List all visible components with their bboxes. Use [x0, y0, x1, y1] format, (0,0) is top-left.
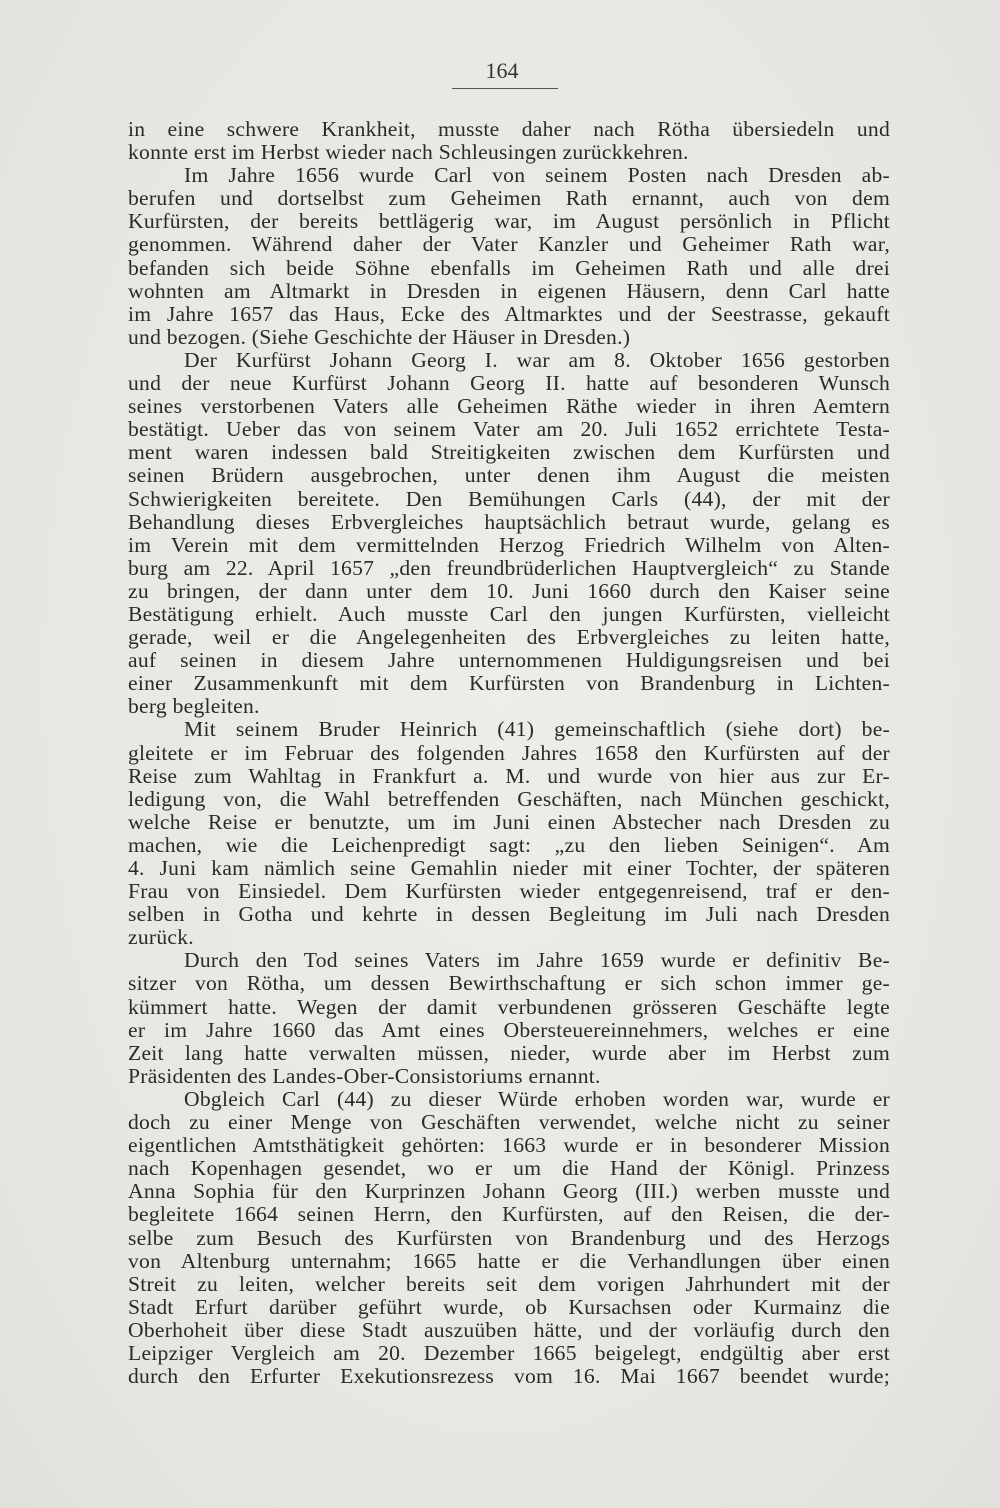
- text-line: seines verstorbenen Vaters alle Geheimen Räthe wieder in ihren Aemtern: [128, 394, 890, 419]
- text-line: einer Zusammenkunft mit dem Kurfürsten von Brandenburg in Lichten-: [128, 671, 890, 696]
- text-line: berufen und dortselbst zum Geheimen Rath ernannt, auch von dem: [128, 186, 890, 211]
- text-line: er im Jahre 1660 das Amt eines Obersteuereinnehmers, welches er eine: [128, 1017, 890, 1042]
- text-line: eigentlichen Amtsthätigkeit gehörten: 1663 wurde er in besonderer Mission: [128, 1133, 890, 1158]
- text-line: nach Kopenhagen gesendet, wo er um die Hand der Königl. Prinzess: [128, 1156, 890, 1181]
- text-line: gerade, weil er die Angelegenheiten des Erbvergleiches zu leiten hatte,: [128, 625, 890, 650]
- text-line: selben in Gotha und kehrte in dessen Begleitung im Juli nach Dresden: [128, 902, 890, 927]
- text-line: burg am 22. April 1657 „den freundbrüderlichen Hauptvergleich“ zu Stande: [128, 555, 890, 580]
- text-line: seinen Brüdern ausgebrochen, unter denen ihm August die meisten: [128, 463, 890, 488]
- text-line: Streit zu leiten, welcher bereits seit dem vorigen Jahrhundert mit der: [128, 1271, 890, 1296]
- text-line: Reise zum Wahltag in Frankfurt a. M. und wurde von hier aus zur Er-: [128, 763, 890, 788]
- text-line: bestätigt. Ueber das von seinem Vater am 20. Juli 1652 errichtete Testa-: [128, 417, 890, 442]
- body-text: [128, 118, 890, 1388]
- text-line: Obgleich Carl (44) zu dieser Würde erhoben worden war, wurde er: [184, 1086, 890, 1111]
- text-line: befanden sich beide Söhne ebenfalls im Geheimen Rath und alle drei: [128, 255, 890, 280]
- text-line: Der Kurfürst Johann Georg I. war am 8. Oktober 1656 gestorben: [184, 347, 890, 372]
- text-line: Behandlung dieses Erbvergleiches hauptsächlich betraut wurde, gelang es: [128, 509, 890, 534]
- text-line: Präsidenten des Landes-Ober-Consistoriums ernannt.: [128, 1063, 601, 1088]
- text-line: in eine schwere Krankheit, musste daher nach Rötha übersiedeln und: [128, 117, 890, 141]
- text-line: Stadt Erfurt darüber geführt wurde, ob Kursachsen oder Kurmainz die: [128, 1294, 890, 1319]
- text-line: ment waren indessen bald Streitigkeiten zwischen dem Kurfürsten und: [128, 440, 890, 465]
- text-line: wohnten am Altmarkt in Dresden in eigenen Häusern, denn Carl hatte: [128, 278, 890, 303]
- text-line: im Verein mit dem vermittelnden Herzog Friedrich Wilhelm von Alten-: [128, 532, 890, 557]
- text-line: genommen. Während daher der Vater Kanzler und Geheimer Rath war,: [128, 232, 890, 257]
- text-line: und bezogen. (Siehe Geschichte der Häuser in Dresden.): [128, 324, 631, 349]
- text-line: gleitete er im Februar des folgenden Jahres 1658 den Kurfürsten auf der: [128, 740, 890, 765]
- text-line: Leipziger Vergleich am 20. Dezember 1665 beigelegt, endgültig aber erst: [128, 1340, 890, 1365]
- text-line: machen, wie die Leichenpredigt sagt: „zu den lieben Seinigen“. Am: [128, 832, 890, 857]
- text-line: Mit seinem Bruder Heinrich (41) gemeinschaftlich (siehe dort) be-: [184, 717, 890, 742]
- text-line: durch den Erfurter Exekutionsrezess vom 16. Mai 1667 beendet wurde;: [128, 1364, 890, 1389]
- text-line: Durch den Tod seines Vaters im Jahre 1659 wurde er definitiv Be-: [184, 948, 890, 973]
- text-line: von Altenburg unternahm; 1665 hatte er die Verhandlungen über einen: [128, 1248, 890, 1273]
- text-line: auf seinen in diesem Jahre unternommenen Huldigungsreisen und bei: [128, 648, 890, 673]
- text-line: Zeit lang hatte verwalten müssen, nieder, wurde aber im Herbst zum: [128, 1040, 890, 1065]
- text-line: zurück.: [128, 925, 194, 950]
- page-number-rule: [452, 88, 558, 89]
- text-line: im Jahre 1657 das Haus, Ecke des Altmarktes und der Seestrasse, gekauft: [128, 301, 890, 326]
- text-line: konnte erst im Herbst wieder nach Schleusingen zurückkehren.: [128, 140, 689, 165]
- text-line: und der neue Kurfürst Johann Georg II. hatte auf besonderen Wunsch: [128, 371, 890, 396]
- text-line: ledigung von, die Wahl betreffenden Geschäften, nach München geschickt,: [128, 786, 890, 811]
- text-line: Schwierigkeiten bereitete. Den Bemühungen Carls (44), der mit der: [128, 486, 890, 511]
- page-number: 164: [485, 58, 519, 83]
- text-line: selbe zum Besuch des Kurfürsten von Brandenburg und des Herzogs: [128, 1225, 890, 1250]
- text-line: begleitete 1664 seinen Herrn, den Kurfürsten, auf den Reisen, die der-: [128, 1202, 890, 1227]
- text-line: kümmert hatte. Wegen der damit verbundenen grösseren Geschäfte legte: [128, 994, 890, 1019]
- text-line: zu bringen, der dann unter dem 10. Juni 1660 durch den Kaiser seine: [128, 578, 890, 603]
- text-line: Im Jahre 1656 wurde Carl von seinem Posten nach Dresden ab-: [184, 163, 890, 188]
- text-line: Bestätigung erhielt. Auch musste Carl den jungen Kurfürsten, vielleicht: [128, 601, 890, 626]
- text-line: welche Reise er benutzte, um im Juni einen Abstecher nach Dresden zu: [128, 809, 890, 834]
- text-line: berg begleiten.: [128, 694, 260, 719]
- text-line: doch zu einer Menge von Geschäften verwendet, welche nicht zu seiner: [128, 1110, 890, 1135]
- text-line: Oberhoheit über diese Stadt auszuüben hätte, und der vorläufig durch den: [128, 1317, 890, 1342]
- text-line: 4. Juni kam nämlich seine Gemahlin nieder mit einer Tochter, der späteren: [128, 856, 890, 880]
- text-line: Anna Sophia für den Kurprinzen Johann Georg (III.) werben musste und: [128, 1179, 890, 1204]
- text-line: sitzer von Rötha, um dessen Bewirthschaftung er sich schon immer ge-: [128, 971, 890, 996]
- text-line: Kurfürsten, der bereits bettlägerig war, im August persönlich in Pflicht: [128, 209, 890, 234]
- text-line: Frau von Einsiedel. Dem Kurfürsten wieder entgegenreisend, traf er den-: [128, 879, 890, 904]
